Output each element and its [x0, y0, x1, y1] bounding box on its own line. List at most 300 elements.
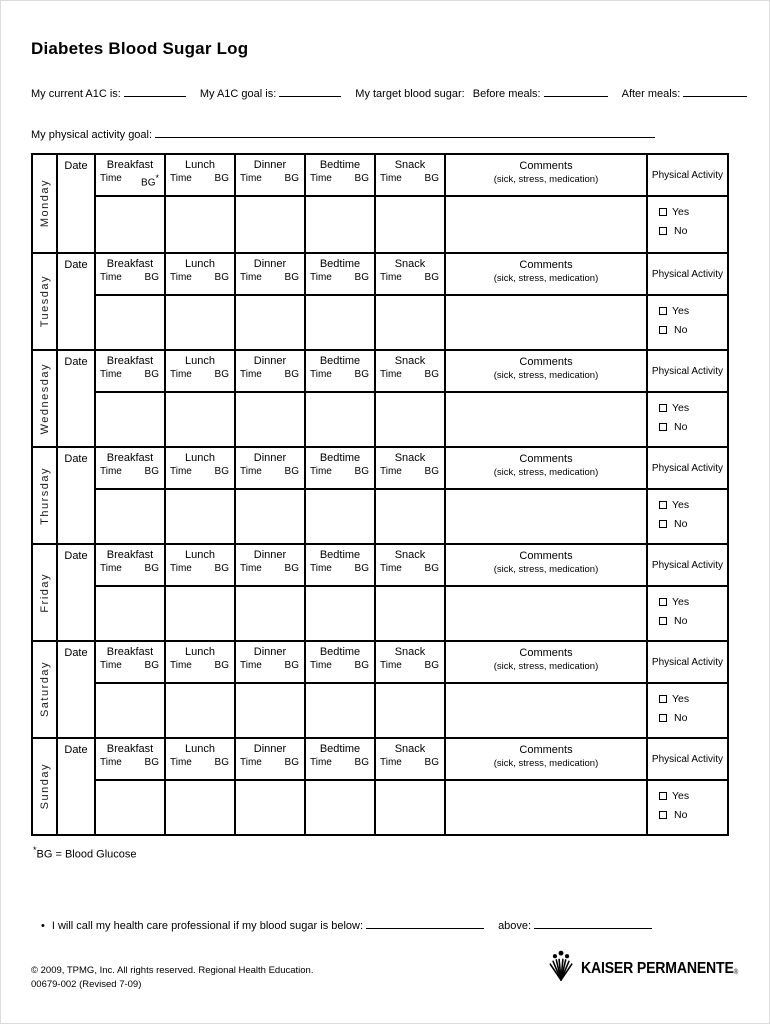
- before-meals-blank[interactable]: [544, 85, 608, 97]
- time-bg-labels: [376, 171, 444, 184]
- time-bg-labels: [96, 561, 164, 574]
- current-a1c-label: My current A1C is:: [31, 88, 121, 100]
- bg-label: BG*: [141, 173, 159, 189]
- time-label: Time: [310, 757, 332, 768]
- breakfast-entry-cell-wednesday[interactable]: [96, 393, 164, 446]
- no-checkbox[interactable]: [659, 326, 667, 334]
- comments-entry-cell-friday[interactable]: [446, 587, 646, 640]
- bg-label: BG: [144, 369, 159, 380]
- time-bg-labels: [306, 171, 374, 184]
- snack-label: Snack: [394, 355, 426, 367]
- footnote-asterisk: *: [33, 845, 37, 855]
- physical-activity-column-friday: [646, 545, 727, 640]
- lunch-entry-cell-friday[interactable]: [166, 587, 234, 640]
- physical-activity-no-option[interactable]: [659, 518, 727, 530]
- date-cell-thursday[interactable]: [56, 448, 94, 543]
- date-cell-friday[interactable]: [56, 545, 94, 640]
- no-checkbox[interactable]: [659, 617, 667, 625]
- lunch-entry-cell-monday[interactable]: [166, 197, 234, 252]
- physical-activity-header: Physical Activity: [648, 642, 727, 684]
- time-bg-labels: [166, 755, 234, 768]
- yes-checkbox[interactable]: [659, 598, 667, 606]
- physical-activity-cell-wednesday: [648, 393, 727, 446]
- bedtime-entry-cell-monday[interactable]: [306, 197, 374, 252]
- dinner-column-wednesday: [234, 351, 304, 446]
- physical-activity-yes-option[interactable]: [659, 402, 727, 414]
- day-row-saturday: [33, 640, 727, 737]
- time-bg-labels: [166, 171, 234, 184]
- time-bg-labels: [96, 367, 164, 380]
- breakfast-column-sunday: [94, 739, 164, 834]
- breakfast-column-saturday: [94, 642, 164, 737]
- physical-activity-column-thursday: [646, 448, 727, 543]
- lunch-header: [166, 739, 234, 781]
- dinner-header: [236, 545, 304, 587]
- day-label-cell-monday: [33, 155, 56, 252]
- dinner-entry-cell-wednesday[interactable]: [236, 393, 304, 446]
- breakfast-label: Breakfast: [106, 452, 154, 464]
- a1c-goal-blank[interactable]: [279, 85, 341, 97]
- date-cell-saturday[interactable]: [56, 642, 94, 737]
- lunch-column-tuesday: [164, 254, 234, 349]
- form-number: 00679-002 (Revised 7-09): [31, 978, 142, 990]
- bg-label: BG: [354, 173, 369, 184]
- snack-header: [376, 254, 444, 296]
- time-bg-labels: [236, 561, 304, 574]
- time-bg-labels: [236, 171, 304, 184]
- snack-column-saturday: [374, 642, 444, 737]
- physical-activity-goal-blank[interactable]: [155, 126, 655, 138]
- breakfast-label: Breakfast: [106, 743, 154, 755]
- lunch-label: Lunch: [185, 452, 215, 464]
- bg-label: BG: [424, 660, 439, 671]
- lunch-label: Lunch: [185, 743, 215, 755]
- breakfast-label: Breakfast: [106, 646, 154, 658]
- comments-column-sunday: [444, 739, 646, 834]
- yes-label: Yes: [672, 305, 690, 317]
- physical-activity-no-option[interactable]: [659, 809, 727, 821]
- date-cell-monday[interactable]: [56, 155, 94, 252]
- time-bg-labels: [236, 755, 304, 768]
- comments-sublabel: (sick, stress, medication): [493, 661, 599, 672]
- physical-activity-yes-option[interactable]: [659, 693, 727, 705]
- snack-entry-cell-thursday[interactable]: [376, 490, 444, 543]
- time-bg-labels: [306, 755, 374, 768]
- dinner-entry-cell-saturday[interactable]: [236, 684, 304, 737]
- yes-label: Yes: [672, 206, 690, 218]
- yes-checkbox[interactable]: [659, 792, 667, 800]
- physical-activity-yes-option[interactable]: [659, 596, 727, 608]
- lunch-column-friday: [164, 545, 234, 640]
- dinner-column-monday: [234, 155, 304, 252]
- physical-activity-goal-line: [31, 126, 739, 141]
- date-column-label: Date: [64, 550, 88, 562]
- day-label: Thursday: [38, 466, 51, 525]
- physical-activity-cell-saturday: [648, 684, 727, 737]
- yes-checkbox[interactable]: [659, 307, 667, 315]
- no-checkbox[interactable]: [659, 423, 667, 431]
- breakfast-entry-cell-monday[interactable]: [96, 197, 164, 252]
- time-bg-labels: [236, 464, 304, 477]
- day-label: Wednesday: [38, 362, 51, 435]
- date-cell-sunday[interactable]: [56, 739, 94, 834]
- below-value-blank[interactable]: [366, 917, 484, 929]
- bedtime-header: [306, 545, 374, 587]
- snack-column-sunday: [374, 739, 444, 834]
- bedtime-header: [306, 155, 374, 197]
- bg-label: BG: [284, 272, 299, 283]
- breakfast-entry-cell-tuesday[interactable]: [96, 296, 164, 349]
- breakfast-header: [96, 448, 164, 490]
- comments-label: Comments: [519, 356, 573, 368]
- breakfast-label: Breakfast: [106, 159, 154, 171]
- no-checkbox[interactable]: [659, 714, 667, 722]
- time-bg-labels: [306, 270, 374, 283]
- bg-label: BG: [424, 466, 439, 477]
- physical-activity-header: Physical Activity: [648, 155, 727, 197]
- comments-header: [446, 351, 646, 393]
- bg-label: BG: [424, 272, 439, 283]
- snack-entry-cell-saturday[interactable]: [376, 684, 444, 737]
- no-label: No: [674, 712, 688, 724]
- comments-label: Comments: [519, 744, 573, 756]
- dinner-column-thursday: [234, 448, 304, 543]
- after-meals-blank[interactable]: [683, 85, 747, 97]
- bedtime-header: [306, 642, 374, 684]
- dinner-label: Dinner: [253, 646, 287, 658]
- footer: [31, 964, 313, 992]
- bullet-icon: •: [41, 919, 45, 932]
- call-professional-statement: [41, 917, 769, 932]
- time-label: Time: [100, 173, 122, 184]
- time-label: Time: [240, 173, 262, 184]
- bg-label: BG: [284, 757, 299, 768]
- time-label: Time: [100, 563, 122, 574]
- comments-entry-cell-tuesday[interactable]: [446, 296, 646, 349]
- bg-label: BG: [144, 660, 159, 671]
- dinner-column-saturday: [234, 642, 304, 737]
- comments-sublabel: (sick, stress, medication): [493, 564, 599, 575]
- physical-activity-cell-thursday: [648, 490, 727, 543]
- bedtime-column-monday: [304, 155, 374, 252]
- bg-label: BG: [354, 563, 369, 574]
- comments-label: Comments: [519, 453, 573, 465]
- dinner-entry-cell-monday[interactable]: [236, 197, 304, 252]
- day-row-thursday: [33, 446, 727, 543]
- lunch-header: [166, 155, 234, 197]
- lunch-column-saturday: [164, 642, 234, 737]
- time-label: Time: [240, 563, 262, 574]
- bg-label: BG: [354, 369, 369, 380]
- bedtime-label: Bedtime: [319, 549, 361, 561]
- lunch-label: Lunch: [185, 549, 215, 561]
- date-column-label: Date: [64, 160, 88, 172]
- snack-label: Snack: [394, 743, 426, 755]
- footnote-text: BG = Blood Glucose: [36, 848, 137, 861]
- breakfast-header: [96, 739, 164, 781]
- a1c-goal-label: My A1C goal is:: [199, 88, 277, 100]
- dinner-header: [236, 351, 304, 393]
- comments-header: [446, 254, 646, 296]
- lunch-entry-cell-thursday[interactable]: [166, 490, 234, 543]
- dinner-entry-cell-sunday[interactable]: [236, 781, 304, 834]
- physical-activity-yes-option[interactable]: [659, 790, 727, 802]
- snack-header: [376, 545, 444, 587]
- dinner-entry-cell-friday[interactable]: [236, 587, 304, 640]
- time-label: Time: [380, 173, 402, 184]
- bedtime-column-wednesday: [304, 351, 374, 446]
- time-bg-labels: [96, 464, 164, 477]
- time-bg-labels: [376, 270, 444, 283]
- bedtime-column-tuesday: [304, 254, 374, 349]
- bg-label: BG: [144, 272, 159, 283]
- breakfast-entry-cell-thursday[interactable]: [96, 490, 164, 543]
- lunch-entry-cell-sunday[interactable]: [166, 781, 234, 834]
- day-label: Sunday: [38, 763, 51, 810]
- dinner-label: Dinner: [253, 258, 287, 270]
- comments-entry-cell-thursday[interactable]: [446, 490, 646, 543]
- snack-column-monday: [374, 155, 444, 252]
- bedtime-entry-cell-friday[interactable]: [306, 587, 374, 640]
- day-label-cell-friday: [33, 545, 56, 640]
- bedtime-column-thursday: [304, 448, 374, 543]
- snack-label: Snack: [394, 258, 426, 270]
- lunch-entry-cell-saturday[interactable]: [166, 684, 234, 737]
- no-label: No: [674, 421, 688, 433]
- physical-activity-yes-option[interactable]: [659, 305, 727, 317]
- physical-activity-no-option[interactable]: [659, 615, 727, 627]
- time-label: Time: [380, 563, 402, 574]
- bedtime-label: Bedtime: [319, 646, 361, 658]
- bedtime-entry-cell-thursday[interactable]: [306, 490, 374, 543]
- bedtime-header: [306, 254, 374, 296]
- lunch-column-monday: [164, 155, 234, 252]
- time-bg-labels: [306, 561, 374, 574]
- day-label-cell-sunday: [33, 739, 56, 834]
- physical-activity-no-option[interactable]: [659, 712, 727, 724]
- yes-label: Yes: [672, 596, 690, 608]
- bg-label: BG: [354, 757, 369, 768]
- snack-entry-cell-wednesday[interactable]: [376, 393, 444, 446]
- copyright-text: © 2009, TPMG, Inc. All rights reserved. Regional Health Education.: [31, 965, 314, 976]
- day-row-monday: [33, 155, 727, 252]
- breakfast-entry-cell-saturday[interactable]: [96, 684, 164, 737]
- dinner-column-tuesday: [234, 254, 304, 349]
- time-label: Time: [380, 466, 402, 477]
- breakfast-label: Breakfast: [106, 355, 154, 367]
- bg-label: BG: [284, 369, 299, 380]
- lunch-column-thursday: [164, 448, 234, 543]
- bg-label: BG: [214, 369, 229, 380]
- breakfast-header: [96, 351, 164, 393]
- dinner-entry-cell-thursday[interactable]: [236, 490, 304, 543]
- time-label: Time: [310, 173, 332, 184]
- lunch-header: [166, 448, 234, 490]
- snack-entry-cell-friday[interactable]: [376, 587, 444, 640]
- lunch-column-sunday: [164, 739, 234, 834]
- registered-mark: ®: [733, 969, 739, 976]
- time-label: Time: [240, 660, 262, 671]
- comments-entry-cell-sunday[interactable]: [446, 781, 646, 834]
- bg-label: BG: [284, 660, 299, 671]
- dinner-label: Dinner: [253, 452, 287, 464]
- physical-activity-no-option[interactable]: [659, 225, 727, 237]
- comments-header: [446, 545, 646, 587]
- target-blood-sugar-label: My target blood sugar:: [355, 88, 465, 100]
- physical-activity-yes-option[interactable]: [659, 499, 727, 511]
- time-bg-labels: [376, 561, 444, 574]
- bedtime-entry-cell-sunday[interactable]: [306, 781, 374, 834]
- time-label: Time: [170, 369, 192, 380]
- day-label-cell-wednesday: [33, 351, 56, 446]
- no-label: No: [674, 615, 688, 627]
- bg-footnote: [33, 845, 769, 861]
- physical-activity-column-sunday: [646, 739, 727, 834]
- above-value-blank[interactable]: [534, 917, 652, 929]
- comments-column-thursday: [444, 448, 646, 543]
- comments-label: Comments: [519, 550, 573, 562]
- no-checkbox[interactable]: [659, 811, 667, 819]
- yes-checkbox[interactable]: [659, 695, 667, 703]
- yes-label: Yes: [672, 402, 690, 414]
- physical-activity-cell-friday: [648, 587, 727, 640]
- bg-label: BG: [214, 563, 229, 574]
- comments-header: [446, 739, 646, 781]
- time-bg-labels: [166, 270, 234, 283]
- time-label: Time: [100, 466, 122, 477]
- bg-label: BG: [424, 369, 439, 380]
- comments-entry-cell-wednesday[interactable]: [446, 393, 646, 446]
- lunch-label: Lunch: [185, 258, 215, 270]
- physical-activity-yes-option[interactable]: [659, 206, 727, 218]
- physical-activity-header: Physical Activity: [648, 351, 727, 393]
- time-label: Time: [100, 369, 122, 380]
- comments-entry-cell-monday[interactable]: [446, 197, 646, 252]
- time-bg-labels: [166, 658, 234, 671]
- physical-activity-header: Physical Activity: [648, 545, 727, 587]
- date-column-label: Date: [64, 259, 88, 271]
- date-cell-wednesday[interactable]: [56, 351, 94, 446]
- snack-label: Snack: [394, 549, 426, 561]
- physical-activity-cell-sunday: [648, 781, 727, 834]
- snack-column-wednesday: [374, 351, 444, 446]
- current-a1c-blank[interactable]: [124, 85, 186, 97]
- no-checkbox[interactable]: [659, 227, 667, 235]
- yes-checkbox[interactable]: [659, 501, 667, 509]
- day-row-tuesday: [33, 252, 727, 349]
- time-label: Time: [100, 757, 122, 768]
- time-bg-labels: [376, 367, 444, 380]
- no-label: No: [674, 324, 688, 336]
- day-label: Friday: [38, 572, 51, 613]
- time-label: Time: [170, 466, 192, 477]
- lunch-header: [166, 351, 234, 393]
- breakfast-column-friday: [94, 545, 164, 640]
- comments-entry-cell-saturday[interactable]: [446, 684, 646, 737]
- bedtime-entry-cell-saturday[interactable]: [306, 684, 374, 737]
- time-label: Time: [240, 272, 262, 283]
- bg-label: BG: [424, 563, 439, 574]
- breakfast-header: [96, 155, 164, 197]
- breakfast-column-thursday: [94, 448, 164, 543]
- comments-sublabel: (sick, stress, medication): [493, 174, 599, 185]
- comments-sublabel: (sick, stress, medication): [493, 467, 599, 478]
- bg-label: BG: [284, 466, 299, 477]
- date-column-label: Date: [64, 356, 88, 368]
- time-label: Time: [310, 660, 332, 671]
- snack-column-tuesday: [374, 254, 444, 349]
- physical-activity-column-wednesday: [646, 351, 727, 446]
- no-label: No: [674, 809, 688, 821]
- yes-checkbox[interactable]: [659, 208, 667, 216]
- comments-sublabel: (sick, stress, medication): [493, 370, 599, 381]
- physical-activity-no-option[interactable]: [659, 324, 727, 336]
- breakfast-entry-cell-friday[interactable]: [96, 587, 164, 640]
- time-bg-labels: [236, 658, 304, 671]
- comments-sublabel: (sick, stress, medication): [493, 758, 599, 769]
- dinner-entry-cell-tuesday[interactable]: [236, 296, 304, 349]
- time-label: Time: [380, 369, 402, 380]
- yes-checkbox[interactable]: [659, 404, 667, 412]
- blood-sugar-log-table: [31, 153, 729, 836]
- time-bg-labels: [236, 270, 304, 283]
- day-label-cell-saturday: [33, 642, 56, 737]
- bedtime-entry-cell-tuesday[interactable]: [306, 296, 374, 349]
- lunch-header: [166, 545, 234, 587]
- time-label: Time: [170, 563, 192, 574]
- snack-entry-cell-tuesday[interactable]: [376, 296, 444, 349]
- lunch-entry-cell-wednesday[interactable]: [166, 393, 234, 446]
- dinner-label: Dinner: [253, 549, 287, 561]
- time-bg-labels: [96, 658, 164, 671]
- kp-people-icon: [547, 949, 575, 983]
- physical-activity-no-option[interactable]: [659, 421, 727, 433]
- time-bg-labels: [166, 561, 234, 574]
- bedtime-entry-cell-wednesday[interactable]: [306, 393, 374, 446]
- lunch-entry-cell-tuesday[interactable]: [166, 296, 234, 349]
- comments-label: Comments: [519, 647, 573, 659]
- physical-activity-header: Physical Activity: [648, 448, 727, 490]
- physical-activity-cell-tuesday: [648, 296, 727, 349]
- day-label: Monday: [38, 179, 51, 228]
- day-label-cell-thursday: [33, 448, 56, 543]
- breakfast-entry-cell-sunday[interactable]: [96, 781, 164, 834]
- bedtime-label: Bedtime: [319, 452, 361, 464]
- time-bg-labels: [166, 367, 234, 380]
- bedtime-header: [306, 448, 374, 490]
- bg-label: BG: [214, 466, 229, 477]
- comments-column-wednesday: [444, 351, 646, 446]
- time-label: Time: [310, 272, 332, 283]
- time-bg-labels: [376, 658, 444, 671]
- snack-entry-cell-monday[interactable]: [376, 197, 444, 252]
- breakfast-header: [96, 545, 164, 587]
- date-cell-tuesday[interactable]: [56, 254, 94, 349]
- bedtime-column-friday: [304, 545, 374, 640]
- bg-label: BG: [144, 466, 159, 477]
- snack-entry-cell-sunday[interactable]: [376, 781, 444, 834]
- physical-activity-column-saturday: [646, 642, 727, 737]
- time-bg-labels: [306, 367, 374, 380]
- snack-header: [376, 739, 444, 781]
- breakfast-label: Breakfast: [106, 549, 154, 561]
- no-checkbox[interactable]: [659, 520, 667, 528]
- time-bg-labels: [96, 755, 164, 768]
- breakfast-label: Breakfast: [106, 258, 154, 270]
- time-bg-labels: [166, 464, 234, 477]
- bedtime-label: Bedtime: [319, 355, 361, 367]
- dinner-header: [236, 254, 304, 296]
